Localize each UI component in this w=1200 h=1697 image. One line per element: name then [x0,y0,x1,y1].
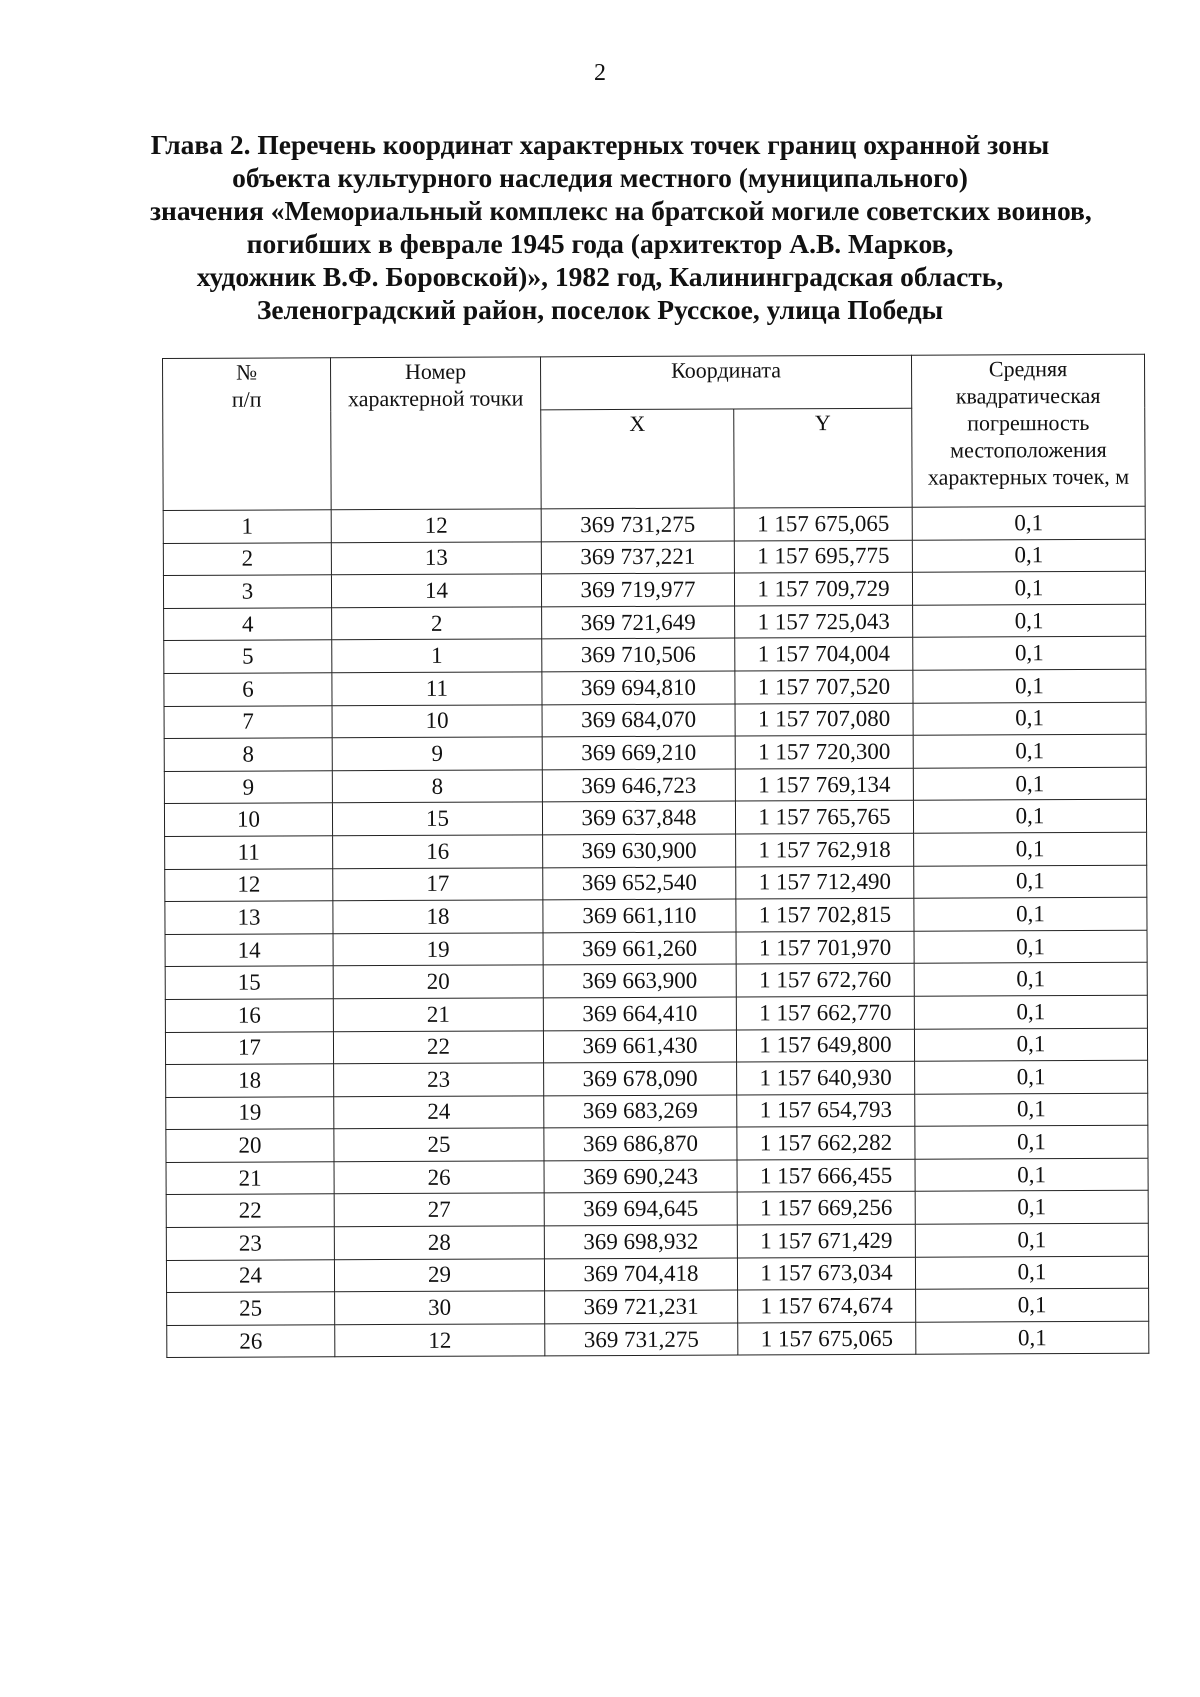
cell-row-number: 23 [166,1227,334,1260]
cell-y: 1 157 675,065 [738,1322,916,1355]
cell-point-number: 12 [335,1324,545,1358]
cell-row-number: 9 [164,771,332,804]
cell-y: 1 157 720,300 [735,735,913,768]
cell-y: 1 157 662,770 [736,996,914,1029]
table-row [166,1256,1148,1293]
cell-error: 0,1 [913,800,1146,834]
title-line: Зеленоградский район, поселок Русское, улица Победы [256,294,944,325]
cell-x: 369 710,506 [542,638,735,671]
cell-row-number: 19 [166,1096,334,1129]
header-point-number: Номер характерной точки [331,357,542,510]
cell-error: 0,1 [915,1093,1148,1127]
cell-y: 1 157 672,760 [736,964,914,997]
cell-y: 1 157 704,004 [735,638,913,671]
cell-x: 369 669,210 [542,736,735,769]
cell-y: 1 157 695,775 [734,540,912,573]
cell-y: 1 157 707,520 [735,670,913,703]
cell-error: 0,1 [914,865,1147,899]
title-line: объекта культурного наследия местного (муниципального) [232,162,968,193]
cell-point-number: 14 [331,574,541,608]
cell-point-number: 25 [334,1128,544,1162]
cell-row-number: 14 [165,933,333,966]
cell-y: 1 157 675,065 [734,507,912,540]
cell-y: 1 157 666,455 [737,1159,915,1192]
table-row [164,734,1146,771]
cell-row-number: 1 [163,510,331,543]
cell-error: 0,1 [912,506,1145,540]
cell-x: 369 721,231 [545,1290,738,1323]
table-row [163,539,1145,576]
table-row [164,637,1146,674]
cell-y: 1 157 709,729 [734,572,912,605]
title-line: Глава 2. Перечень координат характерных точек границ охранной зоны [150,129,1050,160]
cell-error: 0,1 [915,1223,1148,1257]
cell-row-number: 15 [165,966,333,999]
cell-row-number: 20 [166,1129,334,1162]
cell-x: 369 630,900 [543,834,736,867]
cell-point-number: 16 [333,835,543,869]
title-line: художник В.Ф. Боровской)», 1982 год, Калининградская область, [196,261,1004,292]
table-row [166,1223,1148,1260]
cell-x: 369 719,977 [541,573,734,606]
cell-x: 369 731,275 [545,1323,738,1356]
table-row [166,1093,1148,1130]
cell-x: 369 690,243 [544,1160,737,1193]
cell-error: 0,1 [914,897,1147,931]
table-row [164,702,1146,739]
cell-error: 0,1 [915,1060,1148,1094]
cell-x: 369 646,723 [542,769,735,802]
cell-y: 1 157 649,800 [736,1029,914,1062]
cell-point-number: 20 [333,965,543,999]
cell-row-number: 26 [167,1325,335,1358]
cell-x: 369 721,649 [542,606,735,639]
cell-error: 0,1 [916,1288,1149,1322]
cell-point-number: 9 [332,737,542,771]
table-row [164,669,1146,706]
cell-point-number: 23 [334,1063,544,1097]
cell-x: 369 678,090 [544,1062,737,1095]
cell-error: 0,1 [913,702,1146,736]
cell-point-number: 13 [331,541,541,575]
table-row [165,995,1147,1032]
cell-y: 1 157 671,429 [737,1224,915,1257]
cell-x: 369 661,110 [543,899,736,932]
cell-error: 0,1 [914,832,1147,866]
table-row [164,767,1146,804]
header-x: X [541,409,734,509]
cell-x: 369 694,645 [544,1192,737,1225]
cell-error: 0,1 [913,669,1146,703]
cell-x: 369 683,269 [544,1095,737,1128]
title-line: значения «Мемориальный комплекс на братской могиле советских воинов, [150,195,1092,226]
cell-y: 1 157 654,793 [737,1094,915,1127]
cell-y: 1 157 669,256 [737,1192,915,1225]
cell-point-number: 29 [334,1258,544,1292]
cell-x: 369 684,070 [542,704,735,737]
table-row [165,832,1147,869]
cell-error: 0,1 [914,930,1147,964]
cell-point-number: 2 [332,607,542,641]
cell-x: 369 664,410 [543,997,736,1030]
cell-y: 1 157 765,765 [735,801,913,834]
cell-row-number: 21 [166,1162,334,1195]
table-row [164,604,1146,641]
cell-error: 0,1 [916,1321,1149,1355]
table-row [166,1158,1148,1195]
cell-row-number: 8 [164,738,332,771]
cell-y: 1 157 673,034 [737,1257,915,1290]
cell-error: 0,1 [915,1158,1148,1192]
table-header [163,354,1146,510]
cell-y: 1 157 762,918 [736,833,914,866]
cell-error: 0,1 [913,637,1146,671]
cell-error: 0,1 [915,1256,1148,1290]
cell-point-number: 8 [332,770,542,804]
cell-error: 0,1 [914,995,1147,1029]
cell-row-number: 24 [166,1259,334,1292]
header-coordinate: Координата [540,355,911,410]
cell-row-number: 5 [164,640,332,673]
cell-point-number: 19 [333,933,543,967]
cell-x: 369 661,430 [543,1030,736,1063]
cell-row-number: 11 [165,836,333,869]
cell-error: 0,1 [915,1125,1148,1159]
cell-x: 369 737,221 [541,541,734,574]
cell-row-number: 7 [164,705,332,738]
table-row [163,571,1145,608]
cell-x: 369 661,260 [543,932,736,965]
cell-point-number: 30 [335,1291,545,1325]
cell-point-number: 28 [334,1226,544,1260]
cell-error: 0,1 [913,767,1146,801]
header-error: Средняя квадратическая погрешность местоположения характерных точек, м [911,354,1145,507]
cell-point-number: 24 [334,1096,544,1130]
cell-x: 369 704,418 [544,1258,737,1291]
cell-point-number: 11 [332,672,542,706]
table-row [166,1060,1148,1097]
cell-y: 1 157 702,815 [736,898,914,931]
cell-error: 0,1 [914,963,1147,997]
cell-row-number: 4 [164,608,332,641]
cell-row-number: 22 [166,1194,334,1227]
table-row [165,1028,1147,1065]
cell-error: 0,1 [912,571,1145,605]
cell-error: 0,1 [915,1191,1148,1225]
cell-point-number: 22 [333,1030,543,1064]
table-row [165,865,1147,902]
cell-row-number: 25 [167,1292,335,1325]
cell-point-number: 10 [332,704,542,738]
cell-row-number: 6 [164,673,332,706]
cell-x: 369 731,275 [541,508,734,541]
cell-x: 369 652,540 [543,867,736,900]
table-body [163,506,1149,1358]
cell-x: 369 637,848 [542,801,735,834]
table-row [167,1321,1149,1358]
page-number: 2 [594,60,606,86]
table-row [165,963,1147,1000]
cell-y: 1 157 662,282 [737,1127,915,1160]
cell-row-number: 2 [163,542,331,575]
cell-y: 1 157 712,490 [736,866,914,899]
cell-row-number: 17 [165,1031,333,1064]
table-row [166,1191,1148,1228]
cell-row-number: 16 [165,999,333,1032]
cell-x: 369 663,900 [543,964,736,997]
cell-y: 1 157 674,674 [738,1289,916,1322]
table-row [163,506,1145,543]
header-row-number: № п/п [163,358,332,511]
cell-error: 0,1 [913,604,1146,638]
cell-y: 1 157 769,134 [735,768,913,801]
cell-point-number: 17 [333,867,543,901]
header-y: Y [734,408,912,508]
cell-point-number: 18 [333,900,543,934]
cell-y: 1 157 701,970 [736,931,914,964]
cell-point-number: 15 [332,802,542,836]
table-row [166,1125,1148,1162]
table-row [164,800,1146,837]
cell-point-number: 27 [334,1193,544,1227]
cell-point-number: 21 [333,998,543,1032]
table-row [167,1288,1149,1325]
cell-row-number: 10 [164,803,332,836]
cell-y: 1 157 640,930 [737,1061,915,1094]
cell-x: 369 686,870 [544,1127,737,1160]
cell-error: 0,1 [912,539,1145,573]
table-row [165,897,1147,934]
cell-error: 0,1 [914,1028,1147,1062]
cell-y: 1 157 725,043 [735,605,913,638]
cell-x: 369 694,810 [542,671,735,704]
coordinates-table [162,354,1149,1359]
cell-x: 369 698,932 [544,1225,737,1258]
table-row [165,930,1147,967]
cell-point-number: 12 [331,509,541,543]
title-line: погибших в феврале 1945 года (архитектор А.В. Марков, [246,228,954,259]
cell-error: 0,1 [913,734,1146,768]
cell-point-number: 1 [332,639,542,673]
cell-row-number: 18 [166,1064,334,1097]
cell-row-number: 12 [165,868,333,901]
cell-row-number: 3 [163,575,331,608]
cell-row-number: 13 [165,901,333,934]
chapter-title [150,128,1092,326]
cell-y: 1 157 707,080 [735,703,913,736]
cell-point-number: 26 [334,1161,544,1195]
